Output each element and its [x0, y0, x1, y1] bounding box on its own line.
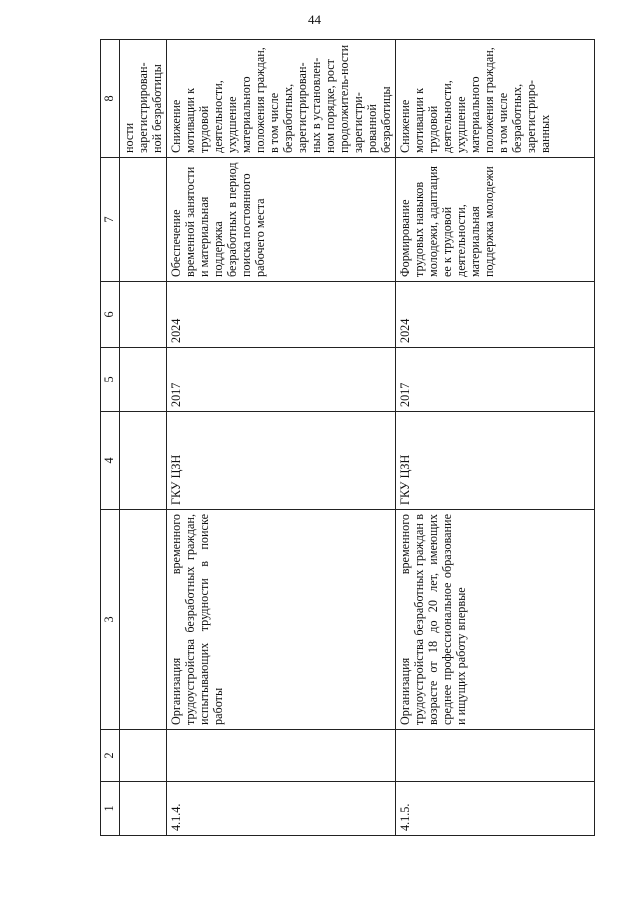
- consequences: Снижение мотивации к трудовой деятельности, ухудшение материального положения граждан, в том числе безработных, зарегистрирован-ных в установлен-ном порядке, рост продолжитель-ности зарегистри-рованной безработицы: [167, 40, 396, 158]
- continuation-consequences: ности зарегистрирован-ной безработицы: [120, 40, 167, 158]
- end-year: 2024: [396, 282, 595, 348]
- continuation-cell-2: [120, 730, 167, 782]
- header-row: [101, 40, 120, 836]
- column-header-7: 7: [101, 158, 120, 282]
- column-header-3: 3: [101, 510, 120, 730]
- column-header-2: 2: [101, 730, 120, 782]
- measure-description: Организация временного трудоустройства безработных граждан, испытывающих трудности в поиске работы: [167, 510, 396, 730]
- row-col2: [167, 730, 396, 782]
- expected-result: Обеспечение временной занятости и материальная поддержка безработных в период поиска постоянного рабочего места: [167, 158, 396, 282]
- table-row: [167, 40, 396, 836]
- continuation-cell-7: [120, 158, 167, 282]
- row-number: 4.1.4.: [167, 782, 396, 836]
- executor: ГКУ ЦЗН: [396, 412, 595, 510]
- program-measures-table: [100, 39, 595, 836]
- start-year: 2017: [167, 348, 396, 412]
- continuation-cell-1: [120, 782, 167, 836]
- row-col2: [396, 730, 595, 782]
- executor: ГКУ ЦЗН: [167, 412, 396, 510]
- column-header-8: 8: [101, 40, 120, 158]
- continuation-cell-4: [120, 412, 167, 510]
- continuation-row: [120, 40, 167, 836]
- column-header-1: 1: [101, 782, 120, 836]
- start-year: 2017: [396, 348, 595, 412]
- continuation-cell-6: [120, 282, 167, 348]
- column-header-5: 5: [101, 348, 120, 412]
- continuation-cell-5: [120, 348, 167, 412]
- continuation-cell-3: [120, 510, 167, 730]
- expected-result: Формирование трудовых навыков молодежи, адаптация ее к трудовой деятельности, материальная поддержка молодежи: [396, 158, 595, 282]
- column-header-6: 6: [101, 282, 120, 348]
- column-header-4: 4: [101, 412, 120, 510]
- measure-description: Организация временного трудоустройства безработных граждан в возрасте от 18 до 20 лет, имеющих среднее профессиональное образование и ищущих работу впервые: [396, 510, 595, 730]
- end-year: 2024: [167, 282, 396, 348]
- row-number: 4.1.5.: [396, 782, 595, 836]
- table-row: [396, 40, 595, 836]
- rotated-table-container: [100, 40, 566, 836]
- consequences: Снижение мотивации к трудовой деятельности, ухудшение материального положения граждан, в том числе безработных, зарегистриро-ванных: [396, 40, 595, 158]
- page-number: 44: [308, 12, 321, 27]
